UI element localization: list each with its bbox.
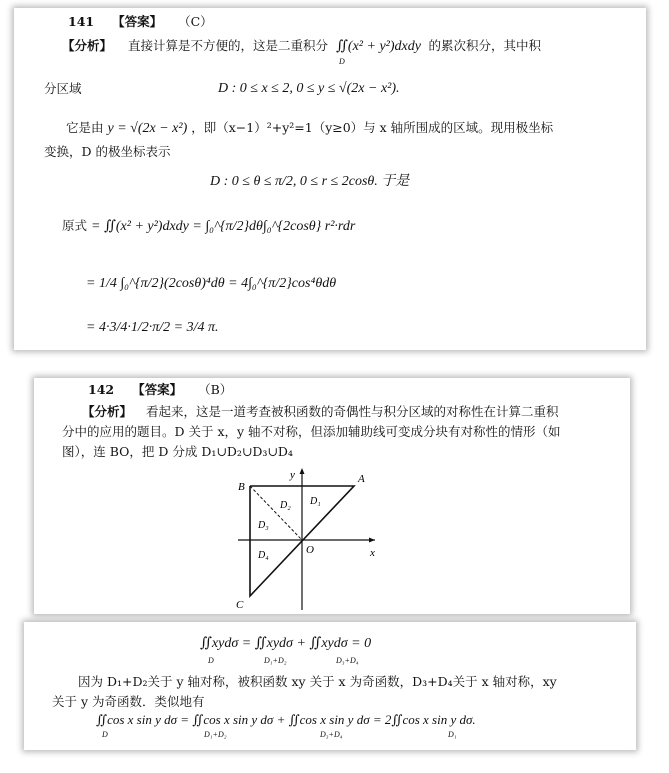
f2-sub-d1: D₁ [448, 730, 457, 739]
fig-label-b: B [238, 481, 245, 493]
fig-label-a: A [358, 473, 365, 485]
analysis-text: 分中的应用的题目。D 关于 x，y 轴不对称，但添加辅助线可变成分块有对称性的情形（如 [62, 424, 561, 439]
fig-label-o: O [306, 544, 314, 556]
analysis-line-2 [44, 81, 644, 97]
formula-text: ∬(x² + y²)dxdy [336, 39, 421, 54]
equation-formula: = 4·3/4·1/2·π/2 = 3/4 π. [86, 320, 219, 335]
formula-text: ∬cos x sin y dσ = ∬cos x sin y dσ + ∬cos x sin y dσ = 2∬cos x sin y dσ. [96, 712, 476, 727]
explanation-line-1 [78, 674, 557, 690]
answer-label: 【答案】 [132, 382, 183, 397]
x-axis-arrow [369, 538, 375, 543]
symmetry-formula-1 [200, 636, 371, 652]
formula-text: ∬xydσ = ∬xydσ + ∬xydσ = 0 [200, 636, 372, 651]
f2-sub-d: D [102, 730, 108, 739]
analysis-text: 看起来，这是一道考查被积函数的奇偶性与积分区域的对称性在计算二重积 [146, 404, 559, 419]
region-formula: D : 0 ≤ x ≤ 2, 0 ≤ y ≤ √(2x − x²). [218, 81, 400, 96]
analysis-text: 直接计算是不方便的，这是二重积分 [128, 38, 329, 53]
problem-header-142 [88, 382, 232, 398]
fig-label-x: x [370, 547, 375, 559]
inline-formula [336, 39, 424, 66]
equation-formula: = 1/4 ∫₀^{π/2}(2cosθ)⁴dθ = 4∫₀^{π/2}cos⁴θdθ [86, 276, 337, 291]
analysis-label: 【分析】 [82, 404, 133, 419]
equation-formula: = ∬(x² + y²)dxdy = ∫₀^{π/2}dθ∫₀^{2cosθ} r²·rdr [91, 219, 356, 234]
analysis-line-3 [62, 444, 293, 460]
text: 变换，D 的极坐标表示 [44, 144, 171, 159]
analysis-line-1 [82, 404, 559, 420]
analysis-label: 【分析】 [62, 38, 113, 53]
fig-label-d1: D₁ [310, 496, 321, 507]
equation-line-2 [86, 276, 336, 292]
solution-card-141 [14, 8, 646, 350]
fig-label-c: C [236, 599, 244, 611]
equation-line-1 [62, 218, 355, 235]
solution-card-142-continued [24, 622, 636, 750]
f1-sub-d: D [208, 656, 214, 665]
y-axis-arrow [300, 468, 305, 474]
f1-sub-d3d4: D₃+D₄ [336, 656, 359, 665]
text: 它是由 [66, 120, 104, 135]
equation-line-3 [86, 320, 218, 336]
fig-label-d2: D₂ [280, 500, 291, 511]
analysis-line-4 [44, 144, 171, 160]
analysis-text-tail: 的累次积分，其中积 [428, 38, 541, 53]
text: ，即（x−1）²+y²=1（y≥0）与 x 轴所围成的区域。现用极坐标 [191, 120, 554, 135]
f2-sub-d1d2: D₁+D₂ [204, 730, 227, 739]
f1-sub-d1d2: D₁+D₂ [264, 656, 287, 665]
region-subscript: D [339, 57, 345, 66]
problem-number: 141 [68, 14, 95, 29]
fig-label-d3: D₃ [258, 520, 269, 531]
explanation-text: 因为 D₁+D₂关于 y 轴对称，被积函数 xy 关于 x 为奇函数，D₃+D₄关于 x 轴对称，xy [78, 674, 557, 689]
analysis-line-1 [62, 38, 541, 66]
fig-label-y: y [290, 469, 295, 481]
analysis-text: 图），连 BO，把 D 分成 D₁∪D₂∪D₃∪D₄ [62, 444, 293, 459]
original-label: 原式 [62, 218, 88, 233]
answer-choice: （C） [178, 14, 213, 29]
formula-text: D : 0 ≤ θ ≤ π/2, 0 ≤ r ≤ 2cosθ. 于是 [210, 174, 410, 189]
analysis-line-2 [62, 424, 561, 440]
region-figure [230, 462, 430, 612]
answer-label: 【答案】 [112, 14, 163, 29]
curve-formula: y = √(2x − x²) [107, 121, 188, 136]
problem-header-141 [68, 14, 213, 30]
answer-choice: （B） [198, 382, 233, 397]
explanation-line-2 [52, 694, 205, 710]
solution-card-142 [34, 378, 630, 614]
auxiliary-line-bo [250, 486, 302, 540]
symmetry-formula-2 [96, 712, 476, 728]
analysis-line-3 [66, 120, 553, 137]
fig-label-d4: D₄ [258, 550, 269, 561]
explanation-text: 关于 y 为奇函数．类似地有 [52, 694, 205, 709]
region-label: 分区域 [44, 81, 82, 96]
problem-number: 142 [88, 382, 115, 397]
polar-region-formula [210, 174, 409, 190]
f2-sub-d3d4: D₃+D₄ [320, 730, 343, 739]
